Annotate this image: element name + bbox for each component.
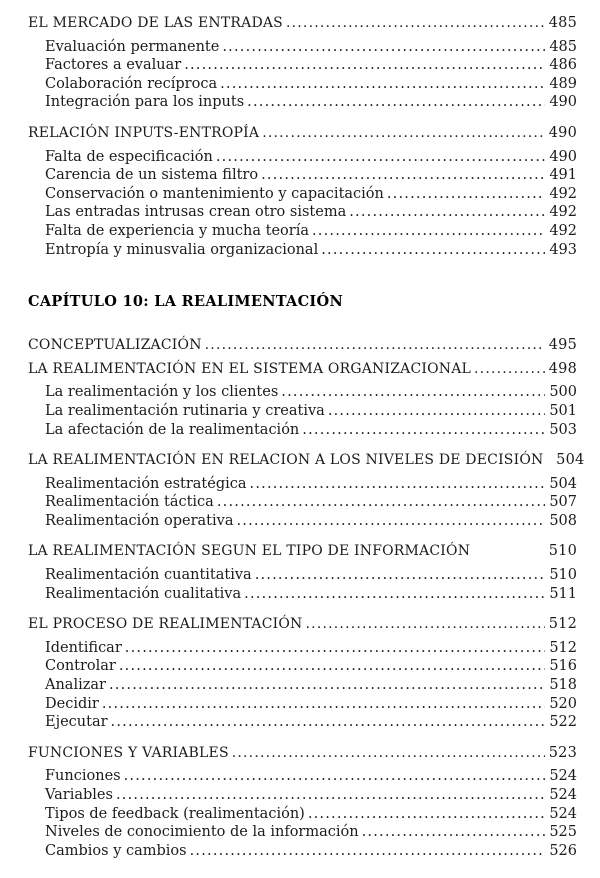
toc-entry-label: Ejecutar (45, 714, 108, 731)
toc-entry-label: Entropía y minusvalia organizacional (45, 241, 319, 258)
toc-entry-page: 512 (549, 639, 577, 656)
dot-leader (281, 383, 545, 402)
toc-entry-label: La realimentación rutinaria y creativa (45, 402, 325, 419)
toc-entry (28, 475, 577, 494)
toc-entry-page: 492 (549, 222, 577, 239)
toc-entry (28, 566, 577, 585)
toc-entry (28, 360, 577, 379)
toc-entry-label: Realimentación cuantitativa (45, 567, 252, 584)
toc-entry-page: 507 (549, 494, 577, 511)
dot-leader (362, 823, 545, 842)
toc-block (28, 542, 577, 603)
toc-entry-label: Evaluación permanente (45, 38, 220, 55)
toc-entry-page: 485 (549, 38, 577, 55)
toc-entry (28, 148, 577, 167)
toc-entry-label: RELACIÓN INPUTS-ENTROPÍA (28, 124, 260, 141)
dot-leader (261, 166, 545, 185)
toc-entry (28, 493, 577, 512)
toc-entry-page: 510 (548, 543, 577, 560)
toc-entry-label: Analizar (45, 677, 106, 694)
toc-entry (28, 542, 577, 561)
dot-leader (306, 615, 545, 634)
toc-entry-page: 492 (549, 204, 577, 221)
toc-entry-label: Realimentación operativa (45, 512, 234, 529)
toc-entry-label: Falta de especificación (45, 148, 213, 165)
toc-entry-page: 510 (549, 567, 577, 584)
toc-entry-page: 504 (556, 452, 585, 469)
toc-entry (28, 336, 577, 355)
dot-leader (184, 56, 545, 75)
dot-leader (308, 805, 545, 824)
toc-entry-label: Controlar (45, 658, 116, 675)
toc-entry-page: 516 (549, 658, 577, 675)
dot-leader (387, 185, 545, 204)
toc-entry-label: LA REALIMENTACIÓN EN EL SISTEMA ORGANIZACIONAL (28, 360, 472, 377)
dot-leader (250, 475, 545, 494)
toc-entry-label: Variables (45, 787, 113, 803)
toc-entry-page: 523 (548, 744, 577, 761)
dot-leader (205, 336, 545, 355)
toc-entry-label: EL MERCADO DE LAS ENTRADAS (28, 15, 283, 31)
toc-entry (28, 842, 577, 861)
toc-entry-page: 491 (549, 167, 577, 184)
dot-leader (474, 360, 545, 379)
toc-entry-label: Falta de experiencia y mucha teoría (45, 222, 309, 239)
toc-entry (28, 805, 577, 824)
dot-leader (220, 75, 545, 94)
toc-entry-label: FUNCIONES Y VARIABLES (28, 744, 229, 761)
toc-entry-label: Las entradas intrusas crean otro sistema (45, 204, 347, 221)
toc-entry (28, 676, 577, 695)
dot-leader (328, 402, 545, 421)
dot-leader (349, 203, 545, 222)
toc-block (28, 744, 577, 861)
toc-block (28, 336, 577, 439)
toc-entry (28, 767, 577, 786)
toc-entry-label: Colaboración recíproca (45, 75, 218, 92)
toc-entry-page: 501 (549, 402, 577, 419)
toc-entry-page: 498 (548, 360, 577, 377)
toc-list (28, 14, 585, 860)
toc-entry (28, 695, 577, 714)
toc-entry-page: 508 (549, 512, 577, 529)
toc-entry (28, 166, 577, 185)
toc-entry (28, 615, 577, 634)
toc-entry (28, 512, 577, 531)
toc-entry (28, 185, 577, 204)
toc-entry-label: Realimentación estratégica (45, 475, 247, 492)
dot-leader (111, 713, 545, 732)
toc-entry (28, 585, 577, 604)
toc-entry-label: CONCEPTUALIZACIÓN (28, 337, 202, 354)
toc-entry-page: 490 (548, 124, 577, 141)
toc-entry-page: 524 (549, 787, 577, 803)
toc-entry (28, 402, 577, 421)
toc-entry-label: Factores a evaluar (45, 57, 182, 74)
dot-leader (116, 786, 545, 805)
toc-entry-label: Identificar (45, 639, 122, 656)
toc-entry-label: La afectación de la realimentación (45, 421, 300, 438)
toc-entry-label: Niveles de conocimiento de la información (45, 824, 359, 841)
toc-entry-label: LA REALIMENTACIÓN SEGUN EL TIPO DE INFORMACIÓN (28, 543, 471, 560)
toc-entry-label: Realimentación táctica (45, 494, 214, 511)
toc-entry-label: Integración para los inputs (45, 94, 245, 111)
dot-leader (244, 585, 545, 604)
chapter-heading: CAPÍTULO 10: LA REALIMENTACIÓN (28, 293, 344, 311)
toc-entry-label: Funciones (45, 768, 121, 785)
toc-entry-page: 489 (549, 75, 577, 92)
dot-leader (312, 222, 545, 241)
toc-entry-page: 485 (548, 15, 577, 31)
dot-leader (255, 566, 545, 585)
toc-entry-label: Decidir (45, 695, 99, 712)
dot-leader (302, 421, 545, 440)
toc-entry-label: Carencia de un sistema filtro (45, 167, 259, 184)
dot-leader (119, 657, 545, 676)
toc-entry-page: 524 (549, 768, 577, 785)
dot-leader (247, 93, 545, 112)
dot-leader (262, 124, 545, 143)
toc-entry-page: 512 (548, 616, 577, 633)
toc-entry-label: EL PROCESO DE REALIMENTACIÓN (28, 616, 303, 633)
toc-entry-page: 504 (549, 475, 577, 492)
dot-leader (236, 512, 545, 531)
toc-entry (28, 75, 577, 94)
toc-entry-page: 524 (549, 805, 577, 822)
toc-entry (28, 823, 577, 842)
toc-entry-page: 518 (549, 677, 577, 694)
toc-entry (28, 14, 577, 33)
dot-leader (217, 493, 545, 512)
toc-entry (28, 241, 577, 260)
dot-leader (109, 676, 545, 695)
toc-entry-label: Conservación o mantenimiento y capacitación (45, 185, 384, 202)
dot-leader (124, 767, 545, 786)
toc-entry-page: 493 (549, 241, 577, 258)
toc-entry-page: 492 (549, 185, 577, 202)
toc-entry-page: 520 (549, 695, 577, 712)
dot-leader (222, 38, 545, 57)
toc-entry-page: 503 (549, 421, 577, 438)
toc-block (28, 124, 577, 259)
toc-entry-label: LA REALIMENTACIÓN EN RELACION A LOS NIVELES DE DECISIÓN (28, 452, 544, 469)
toc-entry-label: Tipos de feedback (realimentación) (45, 805, 305, 822)
toc-entry (28, 38, 577, 57)
dot-leader (216, 148, 545, 167)
toc-entry (28, 222, 577, 241)
toc-entry (28, 786, 577, 805)
toc-entry-label: Realimentación cualitativa (45, 585, 242, 602)
toc-entry-label: Cambios y cambios (45, 842, 187, 859)
toc-entry-page: 522 (549, 714, 577, 731)
toc-entry (28, 421, 577, 440)
dot-leader (102, 695, 545, 714)
dot-leader (190, 842, 545, 861)
toc-entry (28, 657, 577, 676)
toc-entry-page: 490 (549, 94, 577, 111)
toc-entry-page: 495 (548, 337, 577, 354)
toc-entry (28, 639, 577, 658)
toc-block (28, 615, 577, 732)
dot-leader (125, 639, 545, 658)
toc-entry (28, 744, 577, 763)
toc-entry-page: 486 (549, 57, 577, 74)
toc-entry (28, 56, 577, 75)
dot-leader (232, 744, 545, 763)
toc-entry (28, 93, 577, 112)
toc-entry (28, 451, 585, 470)
toc-entry-label: La realimentación y los clientes (45, 384, 279, 401)
toc-entry (28, 713, 577, 732)
toc-entry-page: 525 (549, 824, 577, 841)
toc-block (28, 14, 577, 112)
toc-entry-page: 511 (549, 585, 577, 602)
dot-leader (321, 241, 545, 260)
toc-entry (28, 203, 577, 222)
toc-entry-page: 490 (549, 148, 577, 165)
dot-leader (286, 14, 545, 33)
toc-entry (28, 383, 577, 402)
toc-entry-page: 500 (549, 384, 577, 401)
toc-entry-page: 526 (549, 842, 577, 859)
toc-block (28, 451, 585, 530)
toc-entry (28, 124, 577, 143)
